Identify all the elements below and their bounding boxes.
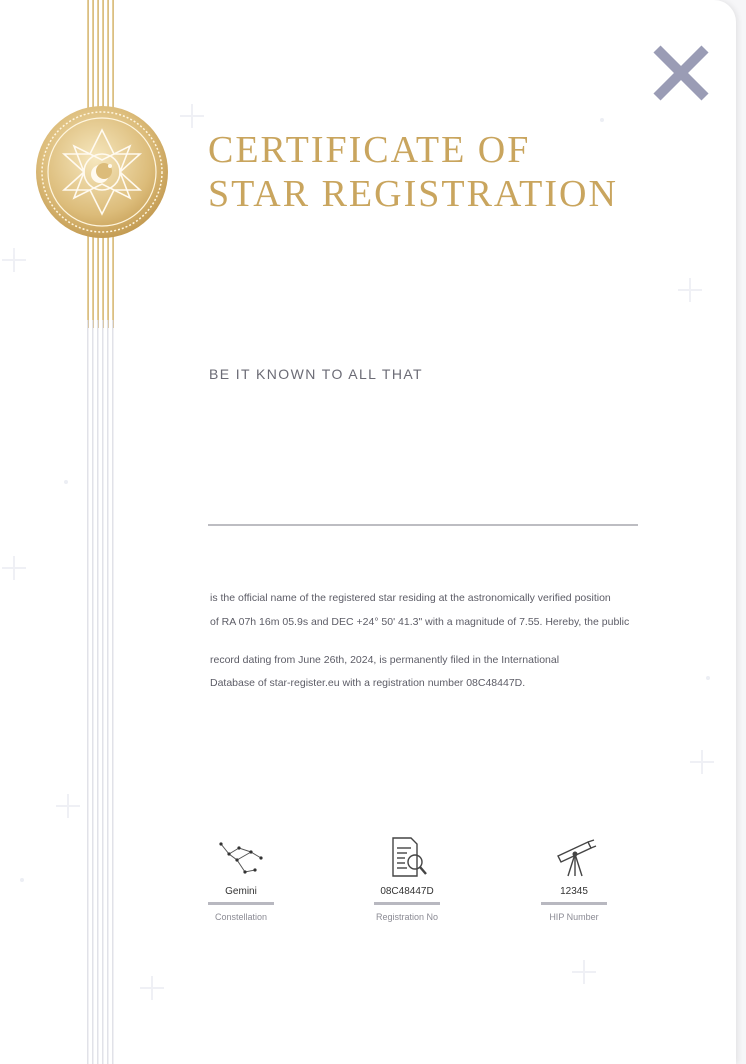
star-name-line (208, 524, 638, 526)
close-icon[interactable] (648, 40, 714, 106)
hip-label: HIP Number (549, 912, 599, 922)
sparkle-decoration (690, 750, 714, 774)
gold-ribbon-decoration (84, 236, 116, 328)
sparkle-decoration (56, 794, 80, 818)
title-line-2: STAR REGISTRATION (208, 173, 618, 215)
sparkle-decoration (2, 556, 26, 580)
constellation-icon (215, 836, 267, 880)
hip-value: 12345 (560, 886, 588, 897)
paragraph-line-3: record dating from June 26th, 2024, is permanently filed in the International (210, 654, 560, 666)
value-underline (541, 902, 607, 905)
paragraph-line-2: of RA 07h 16m 05.9s and DEC +24° 50' 41.3" with a magnitude of 7.55. Hereby, the public (210, 616, 630, 628)
silver-ribbon-decoration (86, 320, 118, 1064)
value-underline (374, 902, 440, 905)
hip-detail (514, 836, 634, 922)
telescope-icon (548, 836, 600, 880)
document-search-icon (381, 836, 433, 880)
intro-text: BE IT KNOWN TO ALL THAT (209, 366, 423, 382)
constellation-detail (181, 836, 301, 922)
star-dot (20, 878, 24, 882)
constellation-value: Gemini (225, 886, 257, 897)
title-line-1: CERTIFICATE OF (208, 129, 531, 171)
sparkle-decoration (678, 278, 702, 302)
star-dot (600, 118, 604, 122)
paragraph-line-1: is the official name of the registered star residing at the astronomically verified position (210, 592, 611, 604)
paragraph-line-4: Database of star-register.eu with a registration number 08C48447D. (210, 677, 526, 689)
gold-seal-emblem (34, 104, 170, 240)
sparkle-decoration (140, 976, 164, 1000)
certificate-title (208, 128, 648, 216)
sparkle-decoration (2, 248, 26, 272)
registration-label: Registration No (375, 912, 439, 922)
star-dot (706, 676, 710, 680)
value-underline (208, 902, 274, 905)
star-dot (64, 480, 68, 484)
registration-value: 08C48447D (380, 886, 434, 897)
constellation-label: Constellation (214, 912, 268, 922)
sparkle-decoration (180, 104, 204, 128)
gold-ribbon-decoration (84, 0, 116, 108)
registration-detail (347, 836, 467, 922)
sparkle-decoration (572, 960, 596, 984)
